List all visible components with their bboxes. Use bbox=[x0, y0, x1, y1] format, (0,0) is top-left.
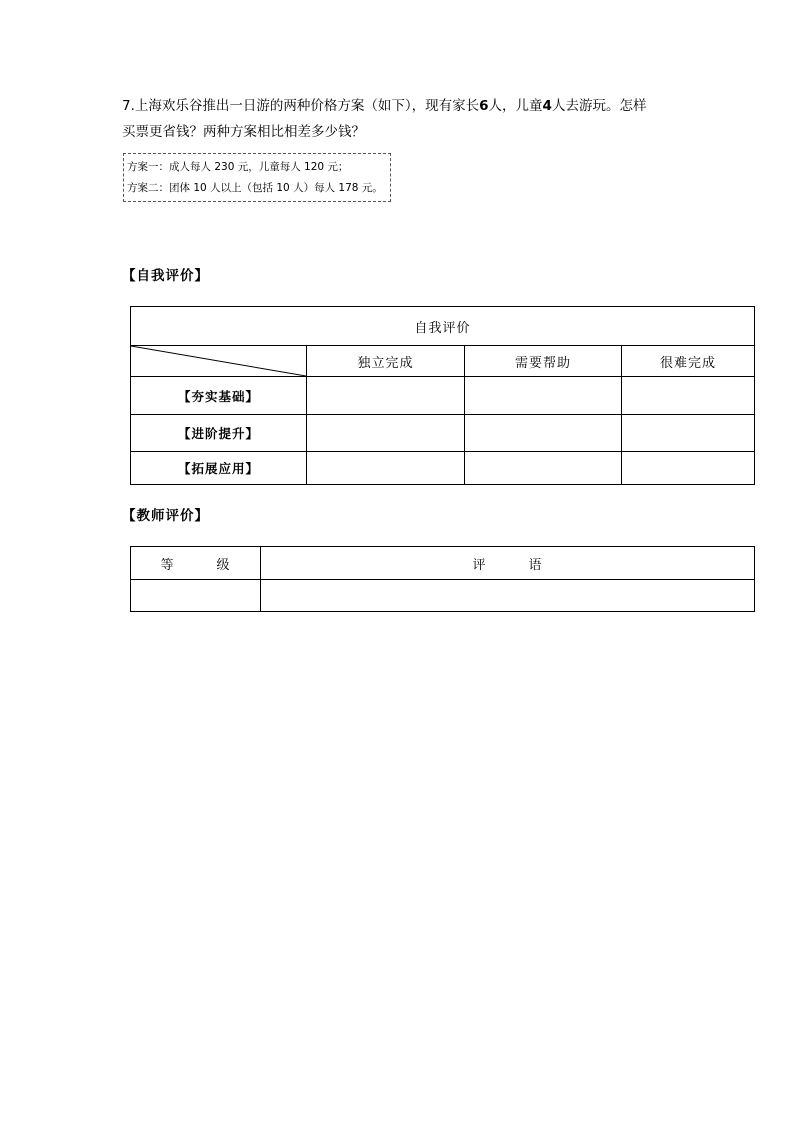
question-line-1 bbox=[122, 96, 646, 116]
question-text-a: 7.上海欢乐谷推出一日游的两种价格方案（如下），现有家长 bbox=[122, 98, 480, 114]
comment-header: 评 语 bbox=[261, 547, 755, 580]
comment-cell[interactable] bbox=[261, 580, 755, 612]
question-line-2: 买票更省钱？两种方案相比相差多少钱？ bbox=[122, 124, 365, 140]
num-parents: 6 bbox=[479, 98, 489, 114]
self-eval-table-title: 自我评价 bbox=[131, 307, 755, 346]
eval-cell[interactable] bbox=[622, 415, 755, 452]
plan-one: 方案一：成人每人 230 元，儿童每人 120 元； bbox=[127, 161, 349, 173]
eval-cell[interactable] bbox=[465, 452, 622, 485]
row-label-basics: 【夯实基础】 bbox=[131, 377, 307, 415]
col-header-need-help: 需要帮助 bbox=[465, 346, 622, 377]
eval-cell[interactable] bbox=[307, 415, 465, 452]
self-evaluation-table bbox=[130, 306, 755, 485]
eval-cell[interactable] bbox=[622, 452, 755, 485]
eval-cell[interactable] bbox=[622, 377, 755, 415]
num-children: 4 bbox=[542, 98, 552, 114]
plans-box bbox=[123, 153, 391, 202]
col-header-difficult: 很难完成 bbox=[622, 346, 755, 377]
row-label-advanced: 【进阶提升】 bbox=[131, 415, 307, 452]
eval-cell[interactable] bbox=[465, 377, 622, 415]
grade-cell[interactable] bbox=[131, 580, 261, 612]
col-header-independent: 独立完成 bbox=[307, 346, 465, 377]
row-label-application: 【拓展应用】 bbox=[131, 452, 307, 485]
teacher-evaluation-table bbox=[130, 546, 755, 612]
eval-cell[interactable] bbox=[307, 452, 465, 485]
eval-cell[interactable] bbox=[307, 377, 465, 415]
teacher-evaluation-heading: 【教师评价】 bbox=[122, 508, 209, 524]
plan-two: 方案二：团体 10 人以上（包括 10 人）每人 178 元。 bbox=[127, 182, 383, 194]
question-text-c: 人去游玩。怎样 bbox=[551, 98, 647, 114]
self-evaluation-heading: 【自我评价】 bbox=[122, 268, 209, 284]
eval-cell[interactable] bbox=[465, 415, 622, 452]
question-text-b: 人，儿童 bbox=[488, 98, 543, 114]
diagonal-line bbox=[131, 346, 306, 376]
grade-header: 等 级 bbox=[131, 547, 261, 580]
diagonal-header-cell bbox=[131, 346, 307, 377]
